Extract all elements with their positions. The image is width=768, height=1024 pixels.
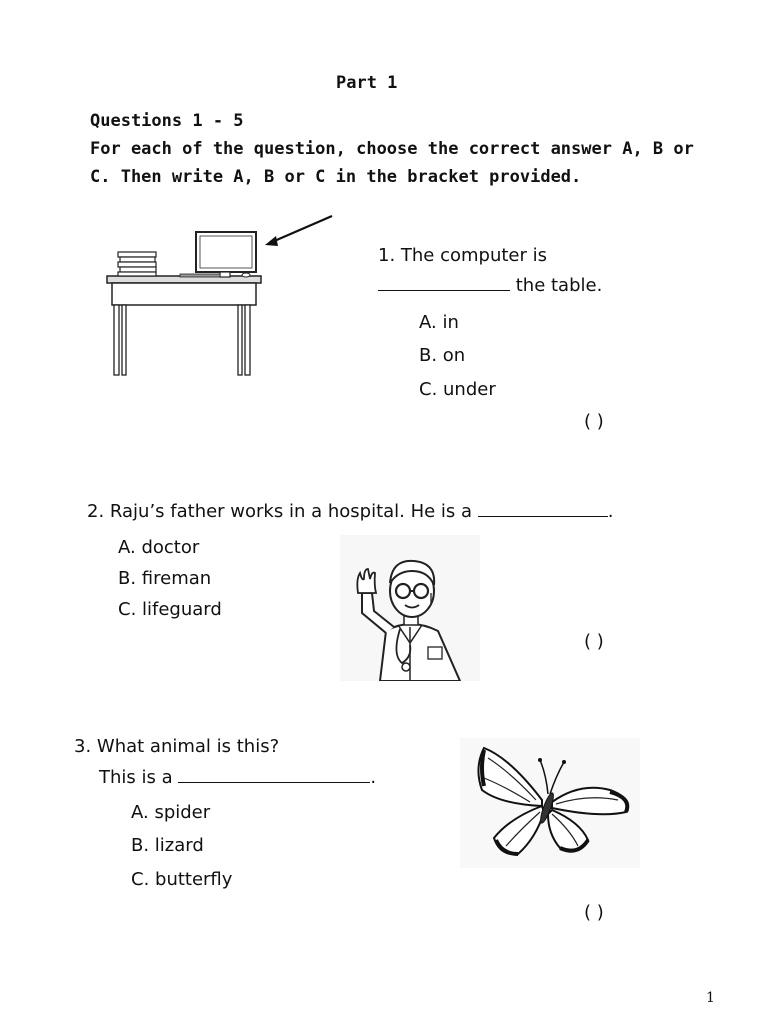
q3-option-b[interactable]: B. lizard — [131, 835, 204, 856]
q1-option-a[interactable]: A. in — [419, 312, 459, 333]
q1-stem-line2 — [378, 272, 602, 296]
q2-stem-line — [87, 498, 614, 522]
q3-stem-line2 — [99, 764, 376, 788]
q1-option-c[interactable]: C. under — [419, 379, 496, 400]
questions-range: Questions 1 - 5 — [90, 111, 244, 131]
q1-answer-blank[interactable] — [378, 272, 510, 291]
q2-answer-bracket[interactable]: ( ) — [584, 631, 604, 652]
desk-computer-illustration — [100, 208, 340, 380]
q3-stem2-prefix: This is a — [99, 767, 173, 788]
q1-stem-suffix: the table. — [515, 275, 603, 296]
instructions-line-2: C. Then write A, B or C in the bracket provided. — [90, 167, 582, 187]
q3-stem: 3. What animal is this? — [74, 736, 280, 757]
q3-answer-bracket[interactable]: ( ) — [584, 902, 604, 923]
q2-stem-end: . — [607, 501, 614, 522]
part-title: Part 1 — [336, 73, 398, 93]
q3-answer-blank[interactable] — [178, 764, 370, 783]
q3-option-a[interactable]: A. spider — [131, 802, 211, 823]
instructions-line-1: For each of the question, choose the correct answer A, B or — [90, 139, 694, 159]
q1-option-b[interactable]: B. on — [419, 345, 466, 366]
q3-stem2-end: . — [370, 767, 377, 788]
q2-answer-blank[interactable] — [478, 498, 608, 517]
doctor-illustration — [340, 535, 480, 681]
q2-option-c[interactable]: C. lifeguard — [118, 599, 222, 620]
page-number: 1 — [706, 990, 715, 1006]
q2-option-b[interactable]: B. fireman — [118, 568, 212, 589]
q1-stem: 1. The computer is — [378, 245, 548, 266]
q2-stem: 2. Raju’s father works in a hospital. He is a — [87, 501, 473, 522]
butterfly-illustration — [460, 738, 640, 868]
q1-answer-bracket[interactable]: ( ) — [584, 411, 604, 432]
q2-option-a[interactable]: A. doctor — [118, 537, 200, 558]
q3-option-c[interactable]: C. butterfly — [131, 869, 233, 890]
